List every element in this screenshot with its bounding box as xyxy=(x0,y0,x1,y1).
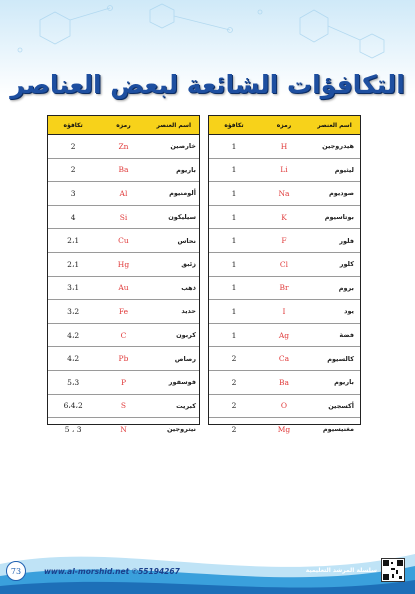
element-name-cell: كالسيوم xyxy=(327,354,354,363)
table-row xyxy=(209,347,360,371)
element-name-cell: أكسجين xyxy=(328,401,354,410)
element-name-cell: زئبق xyxy=(181,260,196,269)
symbol-cell: K xyxy=(281,212,287,222)
table-row xyxy=(209,253,360,277)
valency-cell: 2 xyxy=(231,401,237,411)
header-name: اسم العنصر xyxy=(156,121,192,129)
element-name-cell: باريوم xyxy=(176,165,196,174)
element-name-cell: خارصين xyxy=(170,142,196,151)
table-row xyxy=(48,371,199,395)
table-row xyxy=(209,418,360,441)
element-name-cell: رصاص xyxy=(174,354,196,363)
valency-cell: 2 xyxy=(70,165,76,175)
table-row xyxy=(209,135,360,159)
valency-cell: 1 xyxy=(231,141,237,151)
valency-cell: 5،3 xyxy=(67,377,80,387)
header-valency: تكافؤه xyxy=(63,121,83,129)
table-row xyxy=(48,182,199,206)
valency-cell: 2،1 xyxy=(67,236,80,246)
footer-left xyxy=(6,561,180,581)
qr-code-icon xyxy=(381,558,405,582)
table-row xyxy=(209,277,360,301)
valency-cell: 4 xyxy=(70,212,76,222)
valency-cell: 4،2 xyxy=(67,330,80,340)
table-header xyxy=(48,116,199,135)
symbol-cell: Al xyxy=(119,188,128,198)
valency-table xyxy=(47,115,361,434)
element-name-cell: ألومنيوم xyxy=(169,189,196,198)
element-name-cell: كربون xyxy=(176,331,196,340)
element-name-cell: بروم xyxy=(338,283,354,292)
symbol-cell: Li xyxy=(280,165,288,175)
table-row xyxy=(209,324,360,348)
symbol-cell: C xyxy=(120,330,127,340)
valency-cell: 1 xyxy=(231,283,237,293)
element-name-cell: ذهب xyxy=(181,283,196,292)
website-link[interactable]: www.al-morshid.net ✆55194267 xyxy=(44,566,180,576)
valency-cell: 1 xyxy=(231,165,237,175)
symbol-cell: Cu xyxy=(118,236,129,246)
valency-cell: 1 xyxy=(231,212,237,222)
symbol-cell: Pb xyxy=(118,354,129,364)
symbol-cell: Au xyxy=(118,283,129,293)
valency-cell: 5 ، 3 xyxy=(64,424,82,434)
symbol-cell: N xyxy=(120,424,127,434)
table-row xyxy=(209,371,360,395)
symbol-cell: Ag xyxy=(278,330,290,340)
symbol-cell: Ca xyxy=(278,354,290,364)
element-name-cell: نحاس xyxy=(177,236,196,245)
valency-cell: 1 xyxy=(231,236,237,246)
table-row xyxy=(48,395,199,419)
valency-cell: 1 xyxy=(231,259,237,269)
element-name-cell: سيليكون xyxy=(168,213,196,222)
valency-table-right xyxy=(208,115,361,434)
element-name-cell: فوسفور xyxy=(168,378,196,387)
table-row xyxy=(209,229,360,253)
element-name-cell: صوديوم xyxy=(329,189,354,198)
valency-cell: 2 xyxy=(231,354,237,364)
element-name-cell: نيتروجين xyxy=(166,425,196,434)
valency-cell: 3،2 xyxy=(67,306,80,316)
element-name-cell: هيدروجين xyxy=(322,142,354,151)
table-row xyxy=(209,300,360,324)
element-name-cell: حديد xyxy=(181,307,196,316)
element-name-cell: بوتاسيوم xyxy=(324,213,354,222)
symbol-cell: P xyxy=(120,377,126,387)
header-symbol: رمزه xyxy=(276,121,292,129)
valency-table-left xyxy=(47,115,200,434)
table-row xyxy=(48,277,199,301)
valency-cell: 3،1 xyxy=(67,283,80,293)
page-title: التكافؤات الشائعة لبعض العناصر xyxy=(10,70,405,99)
table-row xyxy=(48,418,199,441)
element-name-cell: فضة xyxy=(339,331,354,340)
symbol-cell: O xyxy=(280,401,288,411)
table-row xyxy=(209,395,360,419)
element-name-cell: كلور xyxy=(339,260,354,269)
table-row xyxy=(48,324,199,348)
symbol-cell: Fe xyxy=(118,306,129,316)
element-name-cell: فلور xyxy=(339,236,354,245)
table-row xyxy=(48,135,199,159)
symbol-cell: Cl xyxy=(279,259,289,269)
table-row xyxy=(48,347,199,371)
header-valency: تكافؤه xyxy=(224,121,244,129)
table-row xyxy=(48,229,199,253)
table-row xyxy=(209,159,360,183)
table-row xyxy=(48,300,199,324)
valency-cell: 2،1 xyxy=(67,259,80,269)
valency-cell: 3 xyxy=(70,188,76,198)
table-row xyxy=(209,182,360,206)
symbol-cell: Mg xyxy=(277,424,291,434)
element-name-cell: يود xyxy=(344,307,354,316)
valency-cell: 2 xyxy=(70,141,76,151)
symbol-cell: Na xyxy=(278,188,290,198)
element-name-cell: باريوم xyxy=(334,378,354,387)
symbol-cell: Ba xyxy=(118,165,129,175)
table-row xyxy=(48,206,199,230)
table-row xyxy=(209,206,360,230)
symbol-cell: H xyxy=(280,141,288,151)
valency-cell: 4،2 xyxy=(67,354,80,364)
symbol-cell: Zn xyxy=(118,141,129,151)
header-symbol: رمزه xyxy=(116,121,131,129)
table-header xyxy=(209,116,360,135)
symbol-cell: S xyxy=(120,401,127,411)
brand-name: سلسلة المرشد التعليمية xyxy=(305,566,377,574)
element-name-cell: كبريت xyxy=(176,401,196,410)
symbol-cell: Ba xyxy=(279,377,289,387)
symbol-cell: Br xyxy=(279,283,289,293)
valency-cell: 2 xyxy=(231,377,237,387)
element-name-cell: ليثيوم xyxy=(334,165,354,174)
symbol-cell: Si xyxy=(119,212,128,222)
valency-cell: 6،4،2 xyxy=(63,401,83,411)
table-row xyxy=(48,253,199,277)
valency-cell: 1 xyxy=(231,306,237,316)
element-name-cell: مغنيسيوم xyxy=(322,425,354,434)
valency-cell: 1 xyxy=(231,330,237,340)
symbol-cell: Hg xyxy=(117,259,130,269)
table-row xyxy=(48,159,199,183)
valency-cell: 1 xyxy=(231,188,237,198)
footer-right xyxy=(306,558,405,582)
valency-cell: 2 xyxy=(231,424,237,434)
header-name: اسم العنصر xyxy=(317,121,352,129)
symbol-cell: F xyxy=(281,236,287,246)
symbol-cell: I xyxy=(282,306,286,316)
page-number: 73 xyxy=(6,561,26,581)
